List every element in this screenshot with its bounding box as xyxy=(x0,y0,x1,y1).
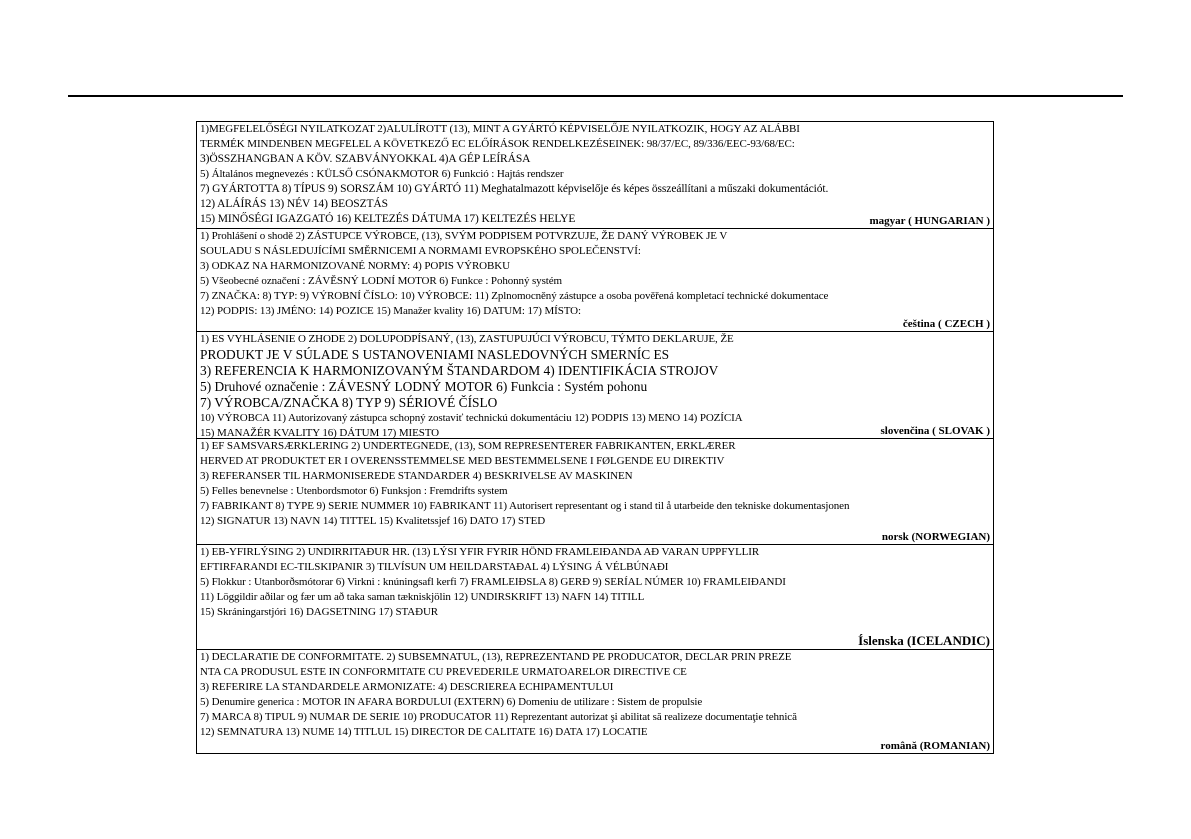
text-line: 5) Általános megnevezés : KÜLSŐ CSÓNAKMOTOR 6) Funkció : Hajtás rendszer xyxy=(200,168,564,180)
text-line: NTA CA PRODUSUL ESTE IN CONFORMITATE CU PREVEDERILE URMATOARELOR DIRECTIVE CE xyxy=(200,666,687,678)
text-line: 3) REFERENCIA K HARMONIZOVANÝM ŠTANDARDOM 4) IDENTIFIKÁCIA STROJOV xyxy=(200,363,719,378)
text-line: 1) EF SAMSVARSÆRKLERING 2) UNDERTEGNEDE, (13), SOM REPRESENTERER FABRIKANTEN, ERKLÆRER xyxy=(200,440,736,452)
text-line: 12) SIGNATUR 13) NAVN 14) TITTEL 15) Kvalitetssjef 16) DATO 17) STED xyxy=(200,515,546,527)
text-line: 7) FABRIKANT 8) TYPE 9) SERIE NUMMER 10) FABRIKANT 11) Autorisert representant og i stand til å utarbeide den tekniske dokumentasjonen xyxy=(200,500,850,512)
text-line: 7) GYÁRTOTTA 8) TÍPUS 9) SORSZÁM 10) GYÁRTÓ 11) Meghatalmazott képviselője és képes összeállítani a műszaki dokumentációt. xyxy=(200,183,829,195)
language-label: magyar ( HUNGARIAN ) xyxy=(869,215,990,227)
section-slovak xyxy=(197,332,993,439)
text-line: 15) MINŐSÉGI IGAZGATÓ 16) KELTEZÉS DÁTUMA 17) KELTEZÉS HELYE xyxy=(200,213,576,225)
language-label: română (ROMANIAN) xyxy=(880,740,990,752)
text-line: 1) DECLARATIE DE CONFORMITATE. 2) SUBSEMNATUL, (13), REPREZENTAND PE PRODUCATOR, DECLAR PRIN PREZE xyxy=(200,651,792,663)
text-line: 5) Felles benevnelse : Utenbordsmotor 6) Funksjon : Fremdrifts system xyxy=(200,485,508,497)
text-line: 7) MARCA 8) TIPUL 9) NUMAR DE SERIE 10) PRODUCATOR 11) Reprezentant autorizat şi abilitat să realizeze documentaţie tehnică xyxy=(200,711,797,723)
text-line: 1) EB-YFIRLÝSING 2) UNDIRRITAÐUR HR. (13) LÝSI YFIR FYRIR HÖND FRAMLEIÐANDA AÐ VARAN UPPFYLLIR xyxy=(200,546,760,558)
text-line: PRODUKT JE V SÚLADE S USTANOVENIAMI NASLEDOVNÝCH SMERNÍC ES xyxy=(200,347,670,362)
text-line: 5) Flokkur : Utanborðsmótorar 6) Virkni : knúningsafl kerfi 7) FRAMLEIÐSLA 8) GERÐ 9) SERÍAL NÚMER 10) FRAMLEIÐANDI xyxy=(200,576,786,588)
top-rule xyxy=(68,95,1123,97)
text-line: HERVED AT PRODUKTET ER I OVERENSSTEMMELSE MED BESTEMMELSENE I FØLGENDE EU DIREKTIV xyxy=(200,455,725,467)
declaration-table xyxy=(196,121,994,754)
text-line: 7) VÝROBCA/ZNAČKA 8) TYP 9) SÉRIOVÉ ČÍSLO xyxy=(200,395,498,410)
section-icelandic xyxy=(197,545,993,650)
text-line: 12) SEMNATURA 13) NUME 14) TITLUL 15) DIRECTOR DE CALITATE 16) DATA 17) LOCATIE xyxy=(200,726,648,738)
text-line: 15) MANAŽÉR KVALITY 16) DÁTUM 17) MIESTO xyxy=(200,427,440,439)
section-norwegian xyxy=(197,439,993,545)
text-line: 5) Druhové označenie : ZÁVESNÝ LODNÝ MOTOR 6) Funkcia : Systém pohonu xyxy=(200,379,648,394)
text-line: 7) ZNAČKA: 8) TYP: 9) VÝROBNÍ ČÍSLO: 10) VÝROBCE: 11) Zplnomocněný zástupce a osoba pověřená kompletací technické dokumentace xyxy=(200,290,829,302)
text-line: 1) ES VYHLÁSENIE O ZHODE 2) DOLUPODPÍSANÝ, (13), ZASTUPUJÚCI VÝROBCU, TÝMTO DEKLARUJE, ŽE xyxy=(200,333,734,345)
language-label: Íslenska (ICELANDIC) xyxy=(858,633,990,648)
text-line: 5) Všeobecné označení : ZÁVĚSNÝ LODNÍ MOTOR 6) Funkce : Pohonný systém xyxy=(200,275,562,287)
text-line: 12) ALÁÍRÁS 13) NÉV 14) BEOSZTÁS xyxy=(200,198,388,210)
text-line: 3) REFERANSER TIL HARMONISEREDE STANDARDER 4) BESKRIVELSE AV MASKINEN xyxy=(200,470,633,482)
text-line: SOULADU S NÁSLEDUJÍCÍMI SMĚRNICEMI A NORMAMI EVROPSKÉHO SPOLEČENSTVÍ: xyxy=(200,245,641,257)
text-line: 3) REFERIRE LA STANDARDELE ARMONIZATE: 4) DESCRIEREA ECHIPAMENTULUI xyxy=(200,681,614,693)
language-label: čeština ( CZECH ) xyxy=(902,318,990,330)
text-line: 15) Skráningarstjóri 16) DAGSETNING 17) STAÐUR xyxy=(200,606,439,618)
text-line: 12) PODPIS: 13) JMÉNO: 14) POZICE 15) Manažer kvality 16) DATUM: 17) MÍSTO: xyxy=(200,305,581,317)
text-line: EFTIRFARANDI EC-TILSKIPANIR 3) TILVÍSUN UM HEILDARSTAÐAL 4) LÝSING Á VÉLBÚNAÐI xyxy=(200,561,669,573)
text-line: TERMÉK MINDENBEN MEGFELEL A KÖVETKEZŐ EC ELŐÍRÁSOK RENDELKEZÉSEINEK: 98/37/EC, 89/336/EEC-93/68/EC: xyxy=(200,138,795,150)
text-line: 1)MEGFELELŐSÉGI NYILATKOZAT 2)ALULÍROTT (13), MINT A GYÁRTÓ KÉPVISELŐJE NYILATKOZIK, HOGY AZ ALÁBBI xyxy=(200,123,800,135)
text-line: 3) ODKAZ NA HARMONIZOVANÉ NORMY: 4) POPIS VÝROBKU xyxy=(200,260,510,272)
text-line: 11) Löggildir aðilar og fær um að taka saman tækniskjölin 12) UNDIRSKRIFT 13) NAFN 14) TITILL xyxy=(200,591,645,603)
section-czech xyxy=(197,229,993,332)
text-line: 3)ÖSSZHANGBAN A KÖV. SZABVÁNYOKKAL 4)A GÉP LEÍRÁSA xyxy=(200,153,531,165)
section-romanian xyxy=(197,650,993,753)
language-label: norsk (NORWEGIAN) xyxy=(881,531,990,543)
text-line: 5) Denumire generica : MOTOR IN AFARA BORDULUI (EXTERN) 6) Domeniu de utilizare : Sistem de propulsie xyxy=(200,696,703,708)
text-line: 10) VÝROBCA 11) Autorizovaný zástupca schopný zostaviť technickú dokumentáciu 12) PODPIS 13) MENO 14) POZÍCIA xyxy=(200,412,743,424)
language-label: slovenčina ( SLOVAK ) xyxy=(880,425,990,437)
section-hungarian xyxy=(197,122,993,229)
text-line: 1) Prohlášení o shodě 2) ZÁSTUPCE VÝROBCE, (13), SVÝM PODPISEM POTVRZUJE, ŽE DANÝ VÝROBEK JE V xyxy=(200,230,728,242)
